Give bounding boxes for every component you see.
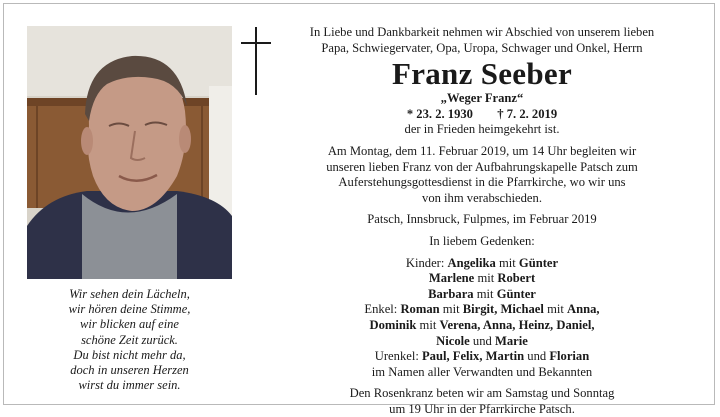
memory-heading: In liebem Gedenken: (429, 233, 535, 248)
deceased-name: Franz Seeber (391, 56, 573, 92)
poem-line: wirst du immer sein. (78, 378, 181, 393)
grandchild-name: Michael (500, 302, 544, 317)
great-grandchildren-row (282, 349, 682, 365)
children-row (282, 287, 682, 303)
poem-line: Du bist nicht mehr da, (73, 347, 186, 362)
notice-text (282, 25, 682, 417)
grandchildren-row (282, 302, 682, 318)
connector: mit (476, 286, 494, 301)
grandchildren-label: Enkel: (364, 302, 398, 317)
place-date: Patsch, Innsbruck, Fulpmes, im Februar 2019 (367, 212, 597, 227)
nickname: „Weger Franz“ (440, 91, 524, 106)
funeral-line: unseren lieben Franz von der Aufbahrungskapelle Patsch zum (326, 159, 638, 174)
poem-line: wir hören deine Stimme, (68, 302, 191, 317)
relatives-line: im Namen aller Verwandten und Bekannten (371, 364, 593, 379)
poem-line: wir blicken auf eine (80, 317, 179, 332)
grandchild-names: Verena, Anna, Heinz, Daniel, (439, 317, 595, 332)
connector: mit (442, 302, 460, 317)
child-name: Barbara (428, 286, 474, 301)
poem-line: Wir sehen dein Lächeln, (69, 287, 190, 301)
poem-line: schöne Zeit zurück. (81, 332, 178, 347)
grandchild-name: Roman (400, 302, 440, 317)
spouse-name: Anna, (567, 302, 600, 317)
grandchild-name: Nicole (436, 333, 470, 348)
intro-line: Papa, Schwiegervater, Opa, Uropa, Schwager und Onkel, Herrn (321, 40, 643, 55)
great-grandchild-name: Florian (549, 349, 590, 364)
children-row (282, 271, 682, 287)
connector: und (472, 333, 492, 348)
grandchild-name: Marie (494, 333, 528, 348)
child-name: Angelika (447, 255, 496, 270)
grandchildren-row (282, 334, 682, 350)
connector: mit (547, 302, 564, 317)
intro-line: In Liebe und Dankbarkeit nehmen wir Abschied von unserem lieben (309, 25, 655, 39)
funeral-line: Am Montag, dem 11. Februar 2019, um 14 Uhr begleiten wir (327, 143, 637, 158)
great-grandchild-names: Paul, Felix, Martin (421, 349, 525, 364)
connector: mit (477, 271, 495, 286)
peace-line: der in Frieden heimgekehrt ist. (404, 122, 560, 137)
spouse-name: Robert (497, 271, 536, 286)
child-name: Marlene (428, 271, 475, 286)
grandchildren-row (282, 318, 682, 334)
grandchild-name: Dominik (369, 317, 417, 332)
spouse-name: Günter (518, 255, 559, 270)
portrait-photo (27, 26, 232, 279)
life-dates (282, 107, 682, 123)
cross-icon (241, 27, 271, 95)
death-date: † 7. 2. 2019 (497, 106, 558, 121)
spouse-name: Birgit, (462, 302, 498, 317)
great-grandchildren-label: Urenkel: (374, 349, 419, 364)
connector: mit (498, 255, 516, 270)
connector: mit (419, 317, 437, 332)
connector: und (527, 349, 547, 364)
spouse-name: Günter (496, 286, 536, 301)
poem-line: doch in unseren Herzen (70, 363, 189, 378)
birth-date: * 23. 2. 1930 (406, 106, 473, 121)
funeral-line: von ihm verabschieden. (422, 190, 542, 205)
rosary-line: um 19 Uhr in der Pfarrkirche Patsch. (389, 401, 575, 416)
rosary-line: Den Rosenkranz beten wir am Samstag und Sonntag (349, 386, 615, 401)
memorial-poem (27, 287, 232, 393)
children-row (282, 256, 682, 272)
children-label: Kinder: (405, 255, 445, 270)
funeral-line: Auferstehungsgottesdienst in die Pfarrkirche, wo wir uns (338, 175, 626, 190)
